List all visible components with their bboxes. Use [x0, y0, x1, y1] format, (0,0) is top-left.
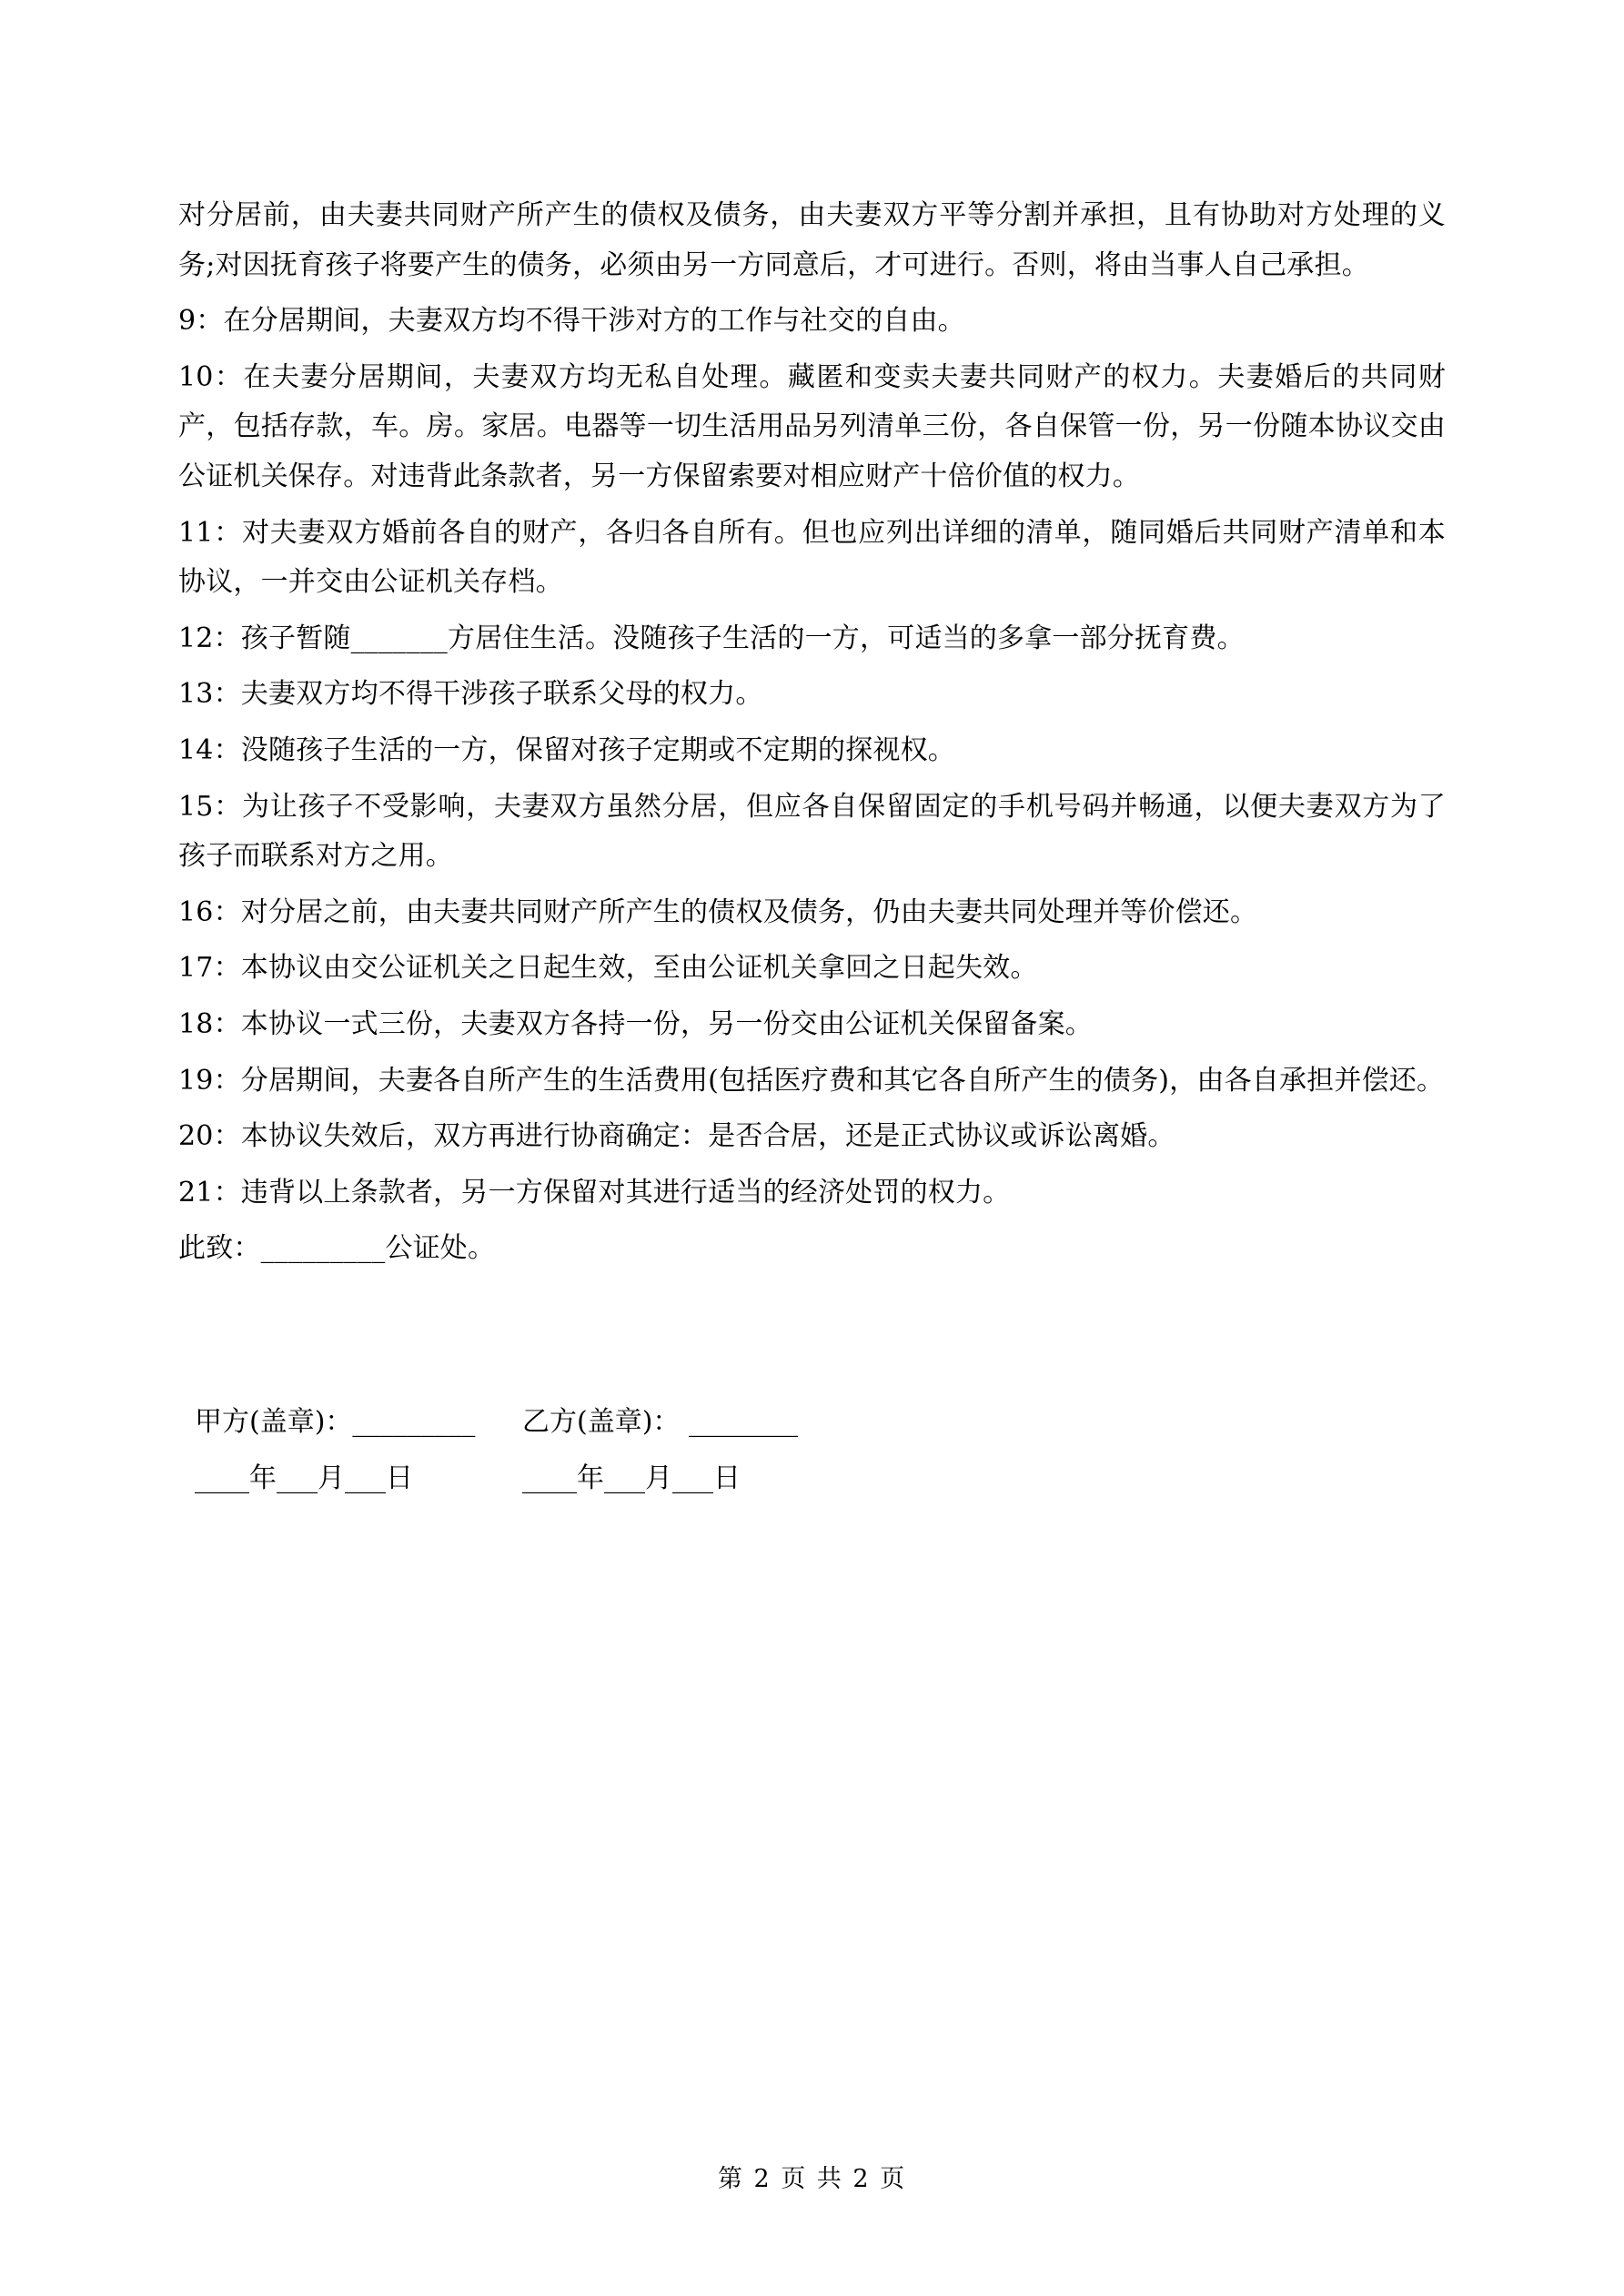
paragraph-continuation: 对分居前，由夫妻共同财产所产生的债权及债务，由夫妻双方平等分割并承担，且有协助对方处理的义务;对因抚育孩子将要产生的债务，必须由另一方同意后，才可进行。否则，将由当事人自己承担。 [178, 199, 1446, 281]
clause-15: 15：为让孩子不受影响，夫妻双方虽然分居，但应各自保留固定的手机号码并畅通，以便夫妻双方为了孩子而联系对方之用。 [178, 790, 1446, 873]
party-a-date-field: ____年___月___日 [195, 1462, 413, 1494]
clause-17: 17：本协议由交公证机关之日起生效，至由公证机关拿回之日起失效。 [178, 952, 1038, 985]
clause-12: 12：孩子暂随_______方居住生活。没随孩子生活的一方，可适当的多拿一部分抚育费。 [178, 622, 1245, 654]
clause-21: 21：违背以上条款者，另一方保留对其进行适当的经济处罚的权力。 [178, 1176, 1011, 1209]
signature-dates-row [195, 1451, 1446, 1506]
clause-10: 10：在夫妻分居期间，夫妻双方均无私自处理。藏匿和变卖夫妻共同财产的权力。夫妻婚后的共同财产，包括存款，车。房。家居。电器等一切生活用品另列清单三份，各自保管一份，另一份随本协议交由公证机关保存。对违背此条款者，另一方保留索要对相应财产十倍价值的权力。 [178, 360, 1446, 492]
page-footer: 第 2 页 共 2 页 [717, 2165, 907, 2193]
party-a-signature-label: 甲方(盖章)：_________ [195, 1405, 476, 1438]
clause-11: 11：对夫妻双方婚前各自的财产，各归各自所有。但也应列出详细的清单，随同婚后共同财产清单和本协议，一并交由公证机关存档。 [178, 516, 1446, 599]
clause-16: 16：对分居之前，由夫妻共同财产所产生的债权及债务，仍由夫妻共同处理并等价偿还。 [178, 895, 1258, 928]
clause-18: 18：本协议一式三份，夫妻双方各持一份，另一份交由公证机关保留备案。 [178, 1007, 1093, 1040]
party-b-signature-label: 乙方(盖章)： ________ [522, 1405, 798, 1438]
clause-19: 19：分居期间，夫妻各自所产生的生活费用(包括医疗费和其它各自所产生的债务)，由各自承担并偿还。 [178, 1064, 1445, 1097]
signature-names-row [195, 1395, 1446, 1450]
closing-notary-line: 此致：_________公证处。 [178, 1232, 496, 1265]
spacer [178, 1280, 1446, 1331]
signature-block [178, 1395, 1446, 1506]
clause-20: 20：本协议失效后，双方再进行协商确定：是否合居，还是正式协议或诉讼离婚。 [178, 1120, 1175, 1153]
clause-9: 9：在分居期间，夫妻双方均不得干涉对方的工作与社交的自由。 [178, 305, 965, 338]
party-b-date-field: ____年___月___日 [522, 1462, 741, 1494]
clause-14: 14：没随孩子生活的一方，保留对孩子定期或不定期的探视权。 [178, 733, 955, 766]
clause-13: 13：夫妻双方均不得干涉孩子联系父母的权力。 [178, 678, 763, 711]
